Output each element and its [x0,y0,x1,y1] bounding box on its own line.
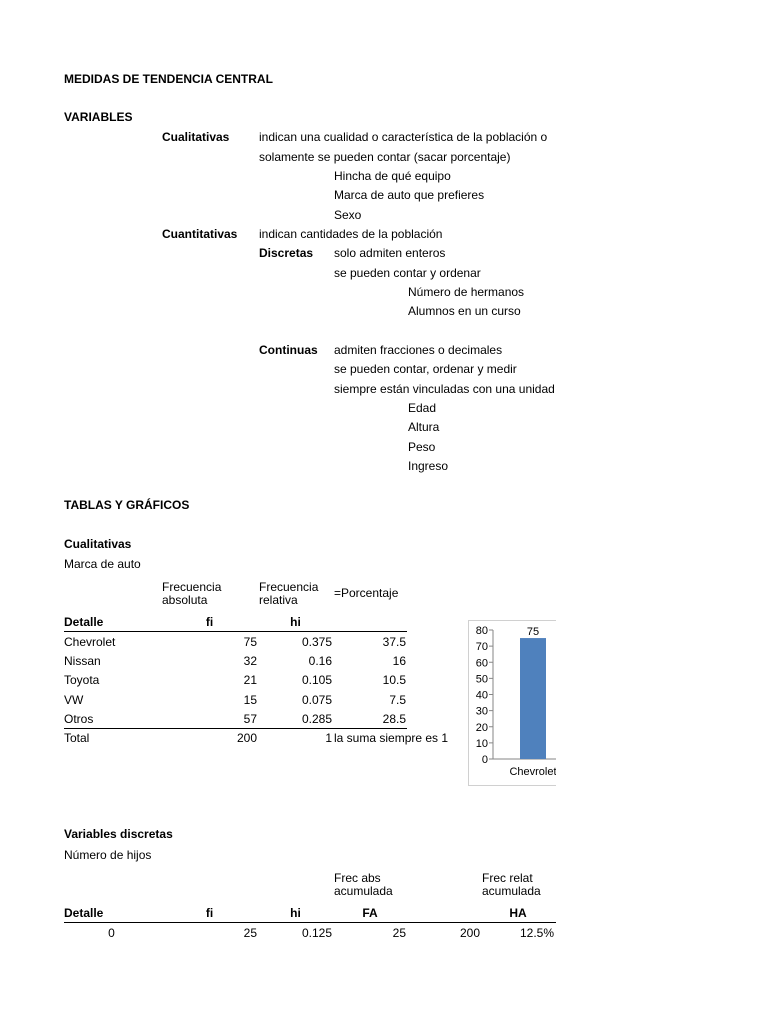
column-header-frec-abs: Frecuencia absoluta [162,580,222,607]
discretas-table-heading: Variables discretas [64,827,173,841]
total-label: Total [64,731,90,745]
cuantitativas-label: Cuantitativas [162,227,238,241]
cell-detalle: Toyota [64,673,100,687]
column-header-porcentaje: =Porcentaje [334,586,399,600]
cualitativas-label: Cualitativas [162,130,230,144]
total-note: la suma siempre es 1 [334,731,449,745]
y-tick-label: 50 [475,673,488,686]
y-tick-label: 0 [481,754,488,766]
column-header-frec-rel-acum: Frec relat acumulada [482,871,541,898]
cell-fi: 25 [243,926,257,940]
cell-hi: 0.105 [301,673,332,687]
column-header-frec-rel: Frecuencia relativa [259,580,319,607]
cell-hi: 0.075 [301,693,332,707]
header-underline [64,922,556,923]
cell-porcentaje: 16 [392,654,406,668]
y-tick-label: 70 [475,641,488,654]
cuantitativas-definition: indican cantidades de la población [259,227,443,241]
cell-hi: 0.375 [301,635,332,649]
y-tick-label: 10 [475,737,488,750]
discretas-table-subtitle: Número de hijos [64,848,152,862]
bar-chart[interactable] [468,620,556,786]
cualitativas-example: Sexo [334,208,362,222]
y-tick-label: 30 [475,705,488,718]
cell-fi: 75 [243,635,257,649]
discretas-note: se pueden contar y ordenar [334,266,481,280]
continuas-example: Edad [408,401,437,415]
discretas-label: Discretas [259,246,314,260]
continuas-definition: admiten fracciones o decimales [334,343,503,357]
cualitativas-table-heading: Cualitativas [64,537,132,551]
cualitativas-definition: indican una cualidad o característica de la población o [259,130,548,144]
variables-heading: VARIABLES [64,110,133,124]
continuas-note: se pueden contar, ordenar y medir [334,362,517,376]
y-tick-label: 40 [475,689,488,702]
continuas-label: Continuas [259,343,318,357]
header-hi: hi [290,906,301,920]
header-fi: fi [205,615,214,629]
cell-hi: 0.16 [308,654,332,668]
cell-detalle: 0 [108,926,115,940]
continuas-example: Ingreso [408,459,449,473]
discretas-example: Número de hermanos [408,285,525,299]
cualitativas-note: solamente se pueden contar (sacar porcentaje) [259,150,511,164]
cell-ha: 12.5% [519,926,554,940]
total-hi: 1 [325,731,332,745]
continuas-example: Altura [408,420,440,434]
y-tick-label: 20 [475,721,488,734]
cell-detalle: VW [64,693,84,707]
cell-fi: 57 [243,712,257,726]
cell-porcentaje: 10.5 [382,673,406,687]
total-fi: 200 [236,731,257,745]
cell-detalle: Otros [64,712,94,726]
cell-porcentaje: 28.5 [382,712,406,726]
header-ha: HA [509,906,527,920]
cell-hi: 0.125 [301,926,332,940]
header-fi: fi [205,906,214,920]
header-detalle: Detalle [64,906,104,920]
x-tick-label: Chevrolet [509,766,557,778]
bar [520,638,546,759]
data-label: 75 [526,626,540,639]
header-fa: FA [362,906,378,920]
continuas-example: Peso [408,440,436,454]
cell-detalle: Chevrolet [64,635,116,649]
cell-detalle: Nissan [64,654,101,668]
continuas-note: siempre están vinculadas con una unidad [334,382,555,396]
cell-fi: 15 [243,693,257,707]
bar-chart-svg [469,621,556,785]
header-detalle: Detalle [64,615,104,629]
cualitativas-example: Marca de auto que prefieres [334,188,485,202]
y-tick-label: 60 [475,657,488,670]
y-tick-label: 80 [475,625,488,637]
cell-hi: 0.285 [301,712,332,726]
total-separator [64,728,407,729]
discretas-example: Alumnos en un curso [408,304,521,318]
cell-fi: 32 [243,654,257,668]
page-title: MEDIDAS DE TENDENCIA CENTRAL [64,72,273,86]
header-underline [64,631,407,632]
column-header-frec-abs-acum: Frec abs acumulada [334,871,393,898]
cell-extra: 200 [459,926,480,940]
discretas-definition: solo admiten enteros [334,246,446,260]
cualitativas-table-subtitle: Marca de auto [64,557,141,571]
cell-fa: 25 [392,926,406,940]
header-hi: hi [290,615,301,629]
cualitativas-example: Hincha de qué equipo [334,169,451,183]
cell-porcentaje: 37.5 [382,635,406,649]
cell-porcentaje: 7.5 [389,693,406,707]
cell-fi: 21 [243,673,257,687]
tablas-heading: TABLAS Y GRÁFICOS [64,498,190,512]
